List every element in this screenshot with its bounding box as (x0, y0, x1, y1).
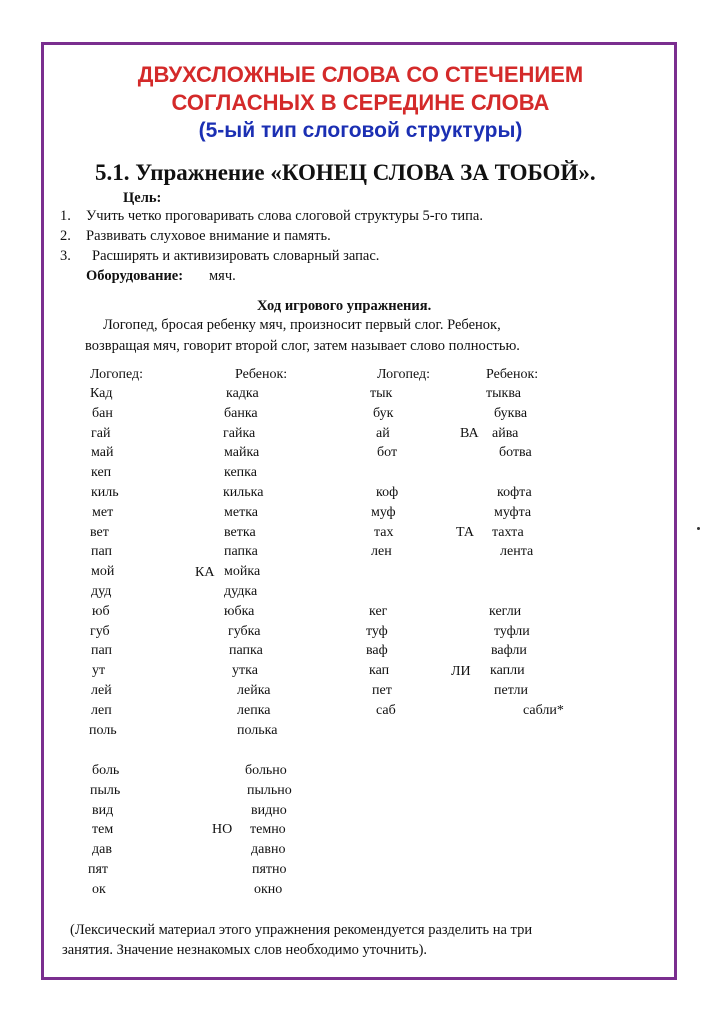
child-word: папка (224, 544, 258, 560)
child-word: кепка (224, 465, 257, 481)
teacher-syllable: ваф (366, 643, 388, 659)
syllable-mark-va: ВА (460, 426, 479, 441)
child-word: майка (224, 445, 260, 461)
child-word: килька (223, 485, 264, 500)
teacher-syllable: туф (366, 623, 388, 639)
child-word: лента (500, 544, 534, 560)
child-word: кегли (489, 603, 522, 619)
note-line-2: занятия. Значение незнакомых слов необходимо уточнить). (62, 942, 428, 958)
header-child-right: Ребенок: (486, 367, 539, 382)
goal-item-3-number: 3. (60, 248, 71, 264)
child-word: тахта (492, 524, 524, 540)
procedure-line-1: Логопед, бросая ребенку мяч, произносит первый слог. Ребенок, (103, 317, 501, 333)
note-line-1: (Лексический материал этого упражнения рекомендуется разделить на три (70, 922, 533, 938)
child-word: гайка (223, 425, 256, 441)
teacher-syllable: кап (369, 663, 390, 679)
teacher-syllable: поль (89, 722, 117, 738)
child-word: муфта (494, 504, 532, 520)
child-word: банка (224, 405, 258, 421)
child-word: петли (494, 683, 528, 698)
title-line-2: СОГЛАСНЫХ В СЕРЕДИНЕ СЛОВА (171, 90, 550, 115)
procedure-line-2: возвращая мяч, говорит второй слог, затем называет слово полностью. (85, 338, 520, 354)
subtitle: (5-ый тип слоговой структуры) (198, 119, 523, 142)
teacher-syllable: муф (371, 504, 396, 520)
syllable-mark-ka: КА (195, 565, 215, 580)
teacher-syllable: кег (369, 603, 388, 619)
child-word: метка (224, 504, 258, 520)
teacher-syllable: лен (371, 544, 392, 560)
teacher-syllable: вет (90, 524, 109, 540)
teacher-syllable: боль (92, 763, 120, 778)
teacher-syllable: мет (92, 504, 114, 520)
teacher-syllable: пят (88, 862, 109, 877)
teacher-syllable: дуд (91, 584, 112, 599)
equipment-value: мяч. (209, 268, 236, 284)
procedure-title: Ход игрового упражнения. (257, 298, 432, 314)
teacher-syllable: пап (91, 643, 113, 659)
teacher-syllable: коф (376, 485, 399, 500)
teacher-syllable: саб (376, 702, 396, 718)
child-word: тыква (486, 386, 521, 401)
child-word: окно (254, 881, 283, 897)
teacher-syllable: бан (92, 405, 113, 421)
goal-item-3-text: Расширять и активизировать словарный запас. (92, 248, 380, 264)
teacher-syllable: мой (91, 564, 115, 580)
syllable-mark-no: НО (212, 822, 233, 837)
title-line-1: ДВУХСЛОЖНЫЕ СЛОВА СО СТЕЧЕНИЕМ (137, 62, 584, 87)
goal-item-1-number: 1. (60, 208, 71, 224)
teacher-syllable: ай (376, 425, 390, 441)
teacher-syllable: кеп (91, 465, 112, 481)
child-word: полька (237, 722, 278, 738)
goal-item-1-text: Учить четко проговаривать слова слоговой структуры 5-го типа. (86, 208, 483, 224)
child-word: видно (251, 802, 287, 818)
child-word: темно (250, 822, 286, 838)
child-word: лепка (237, 702, 271, 718)
goal-item-2-text: Развивать слуховое внимание и память. (86, 228, 331, 244)
stray-dot (697, 527, 700, 530)
child-word: вафли (491, 643, 527, 659)
teacher-syllable: тах (374, 524, 394, 540)
teacher-syllable: ок (92, 881, 106, 897)
teacher-syllable: лей (91, 683, 112, 698)
goal-label: Цель: (123, 190, 162, 206)
child-word: пятно (252, 862, 287, 877)
child-word: капли (490, 663, 525, 679)
child-word: папка (229, 643, 263, 659)
exercise-title: 5.1. Упражнение «КОНЕЦ СЛОВА ЗА ТОБОЙ». (95, 160, 596, 185)
teacher-syllable: бук (373, 405, 394, 421)
teacher-syllable: бот (377, 445, 398, 461)
child-word: лейка (237, 683, 271, 698)
equipment-label: Оборудование: (86, 268, 184, 284)
teacher-syllable: май (91, 445, 114, 461)
teacher-syllable: гай (91, 425, 111, 441)
child-word: айва (492, 425, 519, 441)
child-word: ботва (499, 445, 532, 461)
child-word: буква (494, 405, 528, 421)
teacher-syllable: тык (370, 386, 393, 401)
teacher-syllable: юб (92, 603, 110, 619)
child-word: кофта (497, 485, 532, 500)
teacher-syllable: Кад (90, 386, 113, 401)
child-word: мойка (224, 564, 261, 580)
teacher-syllable: пет (372, 683, 392, 698)
teacher-syllable: киль (91, 485, 119, 500)
child-word: губка (228, 623, 261, 639)
goal-item-2-number: 2. (60, 228, 71, 244)
teacher-syllable: леп (91, 702, 112, 718)
child-word: туфли (494, 623, 530, 639)
teacher-syllable: ут (92, 663, 106, 679)
child-word: юбка (224, 603, 255, 619)
header-therapist-right: Логопед: (377, 367, 431, 382)
header-child-left: Ребенок: (235, 367, 288, 382)
teacher-syllable: пыль (90, 782, 121, 798)
header-therapist-left: Логопед: (90, 367, 144, 382)
teacher-syllable: дав (92, 842, 112, 858)
child-word: кадка (226, 386, 259, 401)
child-word: больно (245, 763, 287, 778)
child-word: утка (232, 663, 258, 679)
child-word: пыльно (247, 782, 292, 798)
syllable-mark-ta: ТА (456, 525, 474, 540)
teacher-syllable: вид (92, 802, 114, 818)
child-word: давно (251, 842, 286, 858)
child-word: дудка (224, 584, 258, 599)
child-word: ветка (224, 524, 256, 540)
teacher-syllable: тем (92, 822, 114, 838)
syllable-mark-li: ЛИ (451, 664, 471, 679)
child-word: сабли* (523, 702, 564, 718)
teacher-syllable: пап (91, 544, 113, 560)
teacher-syllable: губ (90, 623, 110, 639)
